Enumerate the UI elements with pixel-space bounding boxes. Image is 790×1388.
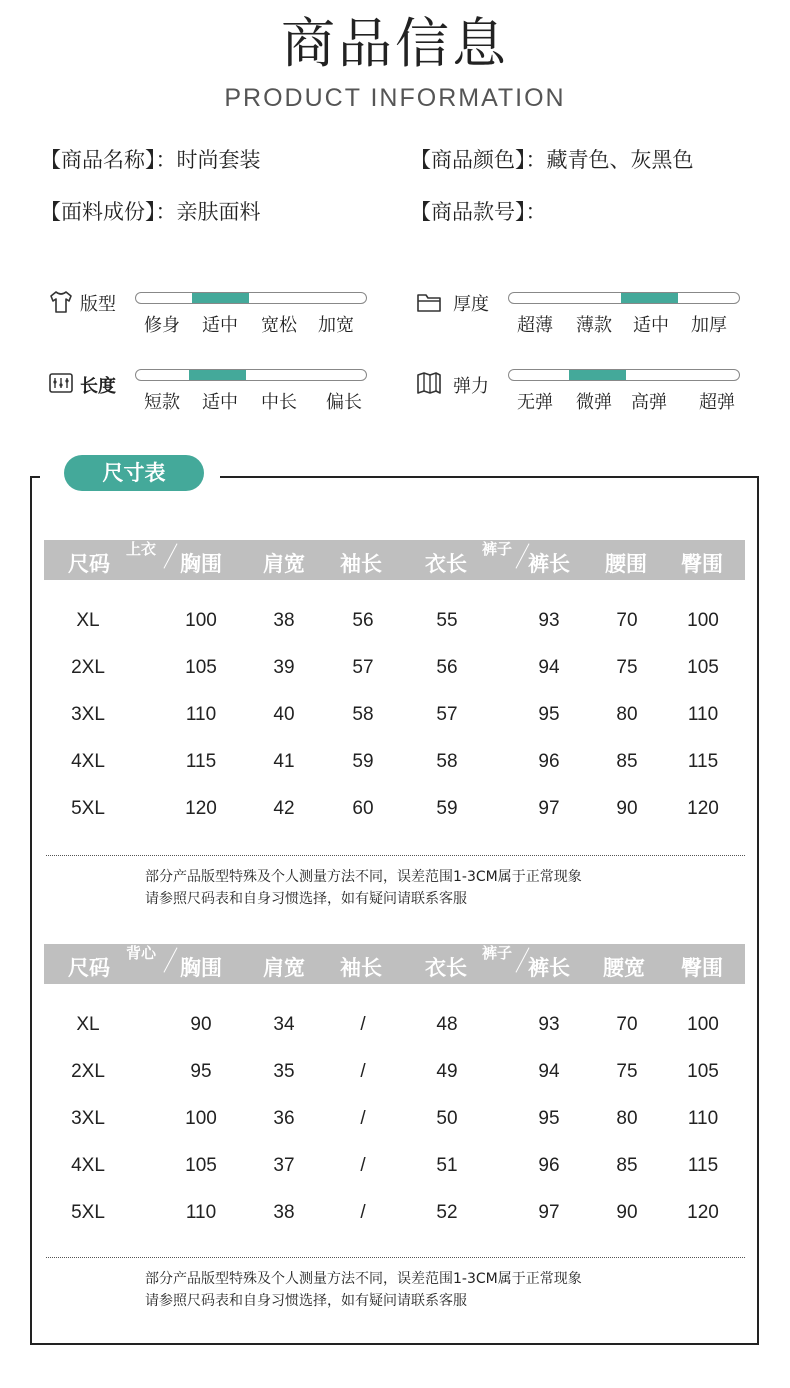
folder-icon [416, 289, 442, 315]
table-cell: 80 [616, 1108, 638, 1129]
header-slash [163, 543, 177, 568]
table-cell: 95 [190, 1061, 212, 1082]
table-cell: 100 [185, 1108, 217, 1129]
table-cell: 96 [538, 751, 560, 772]
table-cell: 93 [538, 1014, 560, 1035]
table2-header-top-label: 背心 [126, 944, 157, 962]
table-cell: 36 [273, 1108, 295, 1129]
table-cell: 52 [436, 1202, 458, 1223]
table-cell: 50 [436, 1108, 458, 1129]
table-cell: 105 [687, 657, 719, 678]
table-cell: XL [76, 610, 100, 631]
size-chart-frame [30, 476, 759, 1345]
table1-header-col: 腰围 [605, 552, 647, 576]
scale-option: 宽松 [261, 315, 297, 336]
note-line-1: 部分产品版型特殊及个人测量方法不同，误差范围1-3CM属于正常现象 [145, 1271, 582, 1287]
table-cell: 42 [273, 798, 295, 819]
table2-header-col: 腰宽 [603, 956, 645, 980]
table2-header-col: 袖长 [340, 956, 382, 980]
scale-option: 适中 [202, 315, 238, 336]
attr-label-elasticity: 弹力 [453, 376, 489, 397]
info-label: 【商品颜色】： [410, 148, 547, 172]
scale-option: 中长 [261, 392, 297, 413]
scale-option: 微弹 [576, 392, 612, 413]
scale-bar-length [135, 369, 367, 381]
scale-option: 偏长 [326, 392, 362, 413]
table-cell: 97 [538, 1202, 560, 1223]
table-cell: 120 [687, 1202, 719, 1223]
table-cell: 51 [436, 1155, 458, 1176]
table-cell: 41 [273, 751, 295, 772]
info-value: 时尚套装 [176, 148, 261, 172]
table-cell: 120 [687, 798, 719, 819]
table-cell: 2XL [71, 657, 105, 678]
table-cell: 80 [616, 704, 638, 725]
table-cell: 38 [273, 1202, 295, 1223]
table-cell: 3XL [71, 1108, 105, 1129]
table-cell: 56 [352, 610, 374, 631]
table-cell: 110 [185, 704, 217, 725]
table-cell: / [360, 1108, 366, 1129]
table2-header-col: 肩宽 [263, 956, 305, 980]
table-cell: 48 [436, 1014, 458, 1035]
table-cell: 4XL [71, 751, 105, 772]
table-cell: 110 [687, 704, 719, 725]
table-cell: 35 [273, 1061, 295, 1082]
scale-fill-fit [192, 293, 249, 303]
scale-option: 短款 [144, 392, 180, 413]
table-cell: 58 [436, 751, 458, 772]
table-cell: 120 [185, 798, 217, 819]
table-cell: 115 [687, 1155, 719, 1176]
note-line-2: 请参照尺码表和自身习惯选择，如有疑问请联系客服 [145, 891, 467, 907]
info-label: 【商品名称】： [40, 148, 177, 172]
info-value: 藏青色、灰黑色 [546, 148, 694, 172]
table-cell: 57 [352, 657, 374, 678]
attr-label-length: 长度 [80, 376, 116, 397]
table-cell: 96 [538, 1155, 560, 1176]
scale-option: 薄款 [576, 315, 612, 336]
table-cell: XL [76, 1014, 100, 1035]
table-cell: 97 [538, 798, 560, 819]
table1-header-col: 胸围 [180, 552, 222, 576]
scale-option: 适中 [633, 315, 669, 336]
table-cell: 49 [436, 1061, 458, 1082]
scale-option: 修身 [144, 315, 180, 336]
scale-bar-thickness [508, 292, 740, 304]
table-cell: 70 [616, 610, 638, 631]
info-style-number [410, 196, 547, 226]
ruler-icon [48, 370, 74, 396]
table2-header [44, 944, 745, 984]
table-cell: 110 [185, 1202, 217, 1223]
table2-header-col: 衣长 [425, 956, 467, 980]
table-cell: 95 [538, 704, 560, 725]
table-cell: 110 [687, 1108, 719, 1129]
table-cell: 57 [436, 704, 458, 725]
table-cell: 75 [616, 1061, 638, 1082]
table-cell: 59 [436, 798, 458, 819]
table-cell: 55 [436, 610, 458, 631]
table-cell: 105 [185, 1155, 217, 1176]
scale-fill-elasticity [569, 370, 626, 380]
table-cell: 40 [273, 704, 295, 725]
table1-header-col: 肩宽 [263, 552, 305, 576]
table2-header-col: 裤长 [528, 956, 570, 980]
size-chart-tag: 尺寸表 [64, 455, 204, 491]
table-cell: 105 [185, 657, 217, 678]
table-cell: 90 [616, 1202, 638, 1223]
page-title: 商品信息 [281, 12, 509, 75]
table-cell: 90 [190, 1014, 212, 1035]
table-cell: 37 [273, 1155, 295, 1176]
scale-bar-elasticity [508, 369, 740, 381]
table1-header-col: 臀围 [681, 552, 723, 576]
scale-option: 高弹 [631, 392, 667, 413]
attr-label-thickness: 厚度 [453, 294, 489, 315]
table-cell: 105 [687, 1061, 719, 1082]
table-cell: / [360, 1155, 366, 1176]
table-cell: 115 [185, 751, 217, 772]
table-cell: / [360, 1202, 366, 1223]
scale-option: 加厚 [691, 315, 727, 336]
table1-header-size: 尺码 [68, 552, 110, 576]
note-line-2: 请参照尺码表和自身习惯选择，如有疑问请联系客服 [145, 1293, 467, 1309]
table-cell: 5XL [71, 798, 105, 819]
table1-header-top-label: 上衣 [126, 540, 157, 558]
table-cell: 93 [538, 610, 560, 631]
info-value: 亲肤面料 [176, 200, 261, 224]
table-cell: 94 [538, 657, 560, 678]
table1-header-col: 衣长 [425, 552, 467, 576]
table-cell: 3XL [71, 704, 105, 725]
table-cell: / [360, 1014, 366, 1035]
scale-option: 超薄 [517, 315, 553, 336]
table2-header-col: 胸围 [180, 956, 222, 980]
table1-header-pants-label: 裤子 [482, 540, 513, 558]
table-cell: 5XL [71, 1202, 105, 1223]
table-cell: 56 [436, 657, 458, 678]
table-cell: 115 [687, 751, 719, 772]
info-product-color [410, 144, 694, 174]
header-slash [163, 947, 177, 972]
table1-header [44, 540, 745, 580]
table-cell: 85 [616, 751, 638, 772]
divider [46, 855, 745, 856]
table-cell: 70 [616, 1014, 638, 1035]
attr-label-fit: 版型 [80, 294, 116, 315]
table-cell: 58 [352, 704, 374, 725]
table-cell: 100 [687, 610, 719, 631]
table-cell: 75 [616, 657, 638, 678]
scale-option: 无弹 [517, 392, 553, 413]
scale-fill-thickness [621, 293, 678, 303]
note-line-1: 部分产品版型特殊及个人测量方法不同，误差范围1-3CM属于正常现象 [145, 869, 582, 885]
table-cell: 38 [273, 610, 295, 631]
table-cell: / [360, 1061, 366, 1082]
scale-option: 加宽 [318, 315, 354, 336]
info-fabric [40, 196, 261, 226]
table-cell: 39 [273, 657, 295, 678]
table2-header-col: 臀围 [681, 956, 723, 980]
info-label: 【面料成份】： [40, 200, 177, 224]
scale-option: 适中 [202, 392, 238, 413]
table-cell: 95 [538, 1108, 560, 1129]
table1-header-col: 袖长 [340, 552, 382, 576]
tshirt-icon [48, 289, 74, 315]
map-icon [416, 370, 442, 396]
table-cell: 94 [538, 1061, 560, 1082]
table-cell: 2XL [71, 1061, 105, 1082]
table-cell: 100 [687, 1014, 719, 1035]
info-label: 【商品款号】： [410, 200, 547, 224]
table2-header-size: 尺码 [68, 956, 110, 980]
table2-header-pants-label: 裤子 [482, 944, 513, 962]
table-cell: 4XL [71, 1155, 105, 1176]
divider [46, 1257, 745, 1258]
scale-option: 超弹 [699, 392, 735, 413]
page-subtitle: PRODUCT INFORMATION [224, 84, 566, 112]
table-cell: 90 [616, 798, 638, 819]
table-cell: 85 [616, 1155, 638, 1176]
table-cell: 100 [185, 610, 217, 631]
table-cell: 59 [352, 751, 374, 772]
info-product-name [40, 144, 261, 174]
table-cell: 60 [352, 798, 374, 819]
table1-header-col: 裤长 [528, 552, 570, 576]
table-cell: 34 [273, 1014, 295, 1035]
scale-fill-length [189, 370, 246, 380]
scale-bar-fit [135, 292, 367, 304]
